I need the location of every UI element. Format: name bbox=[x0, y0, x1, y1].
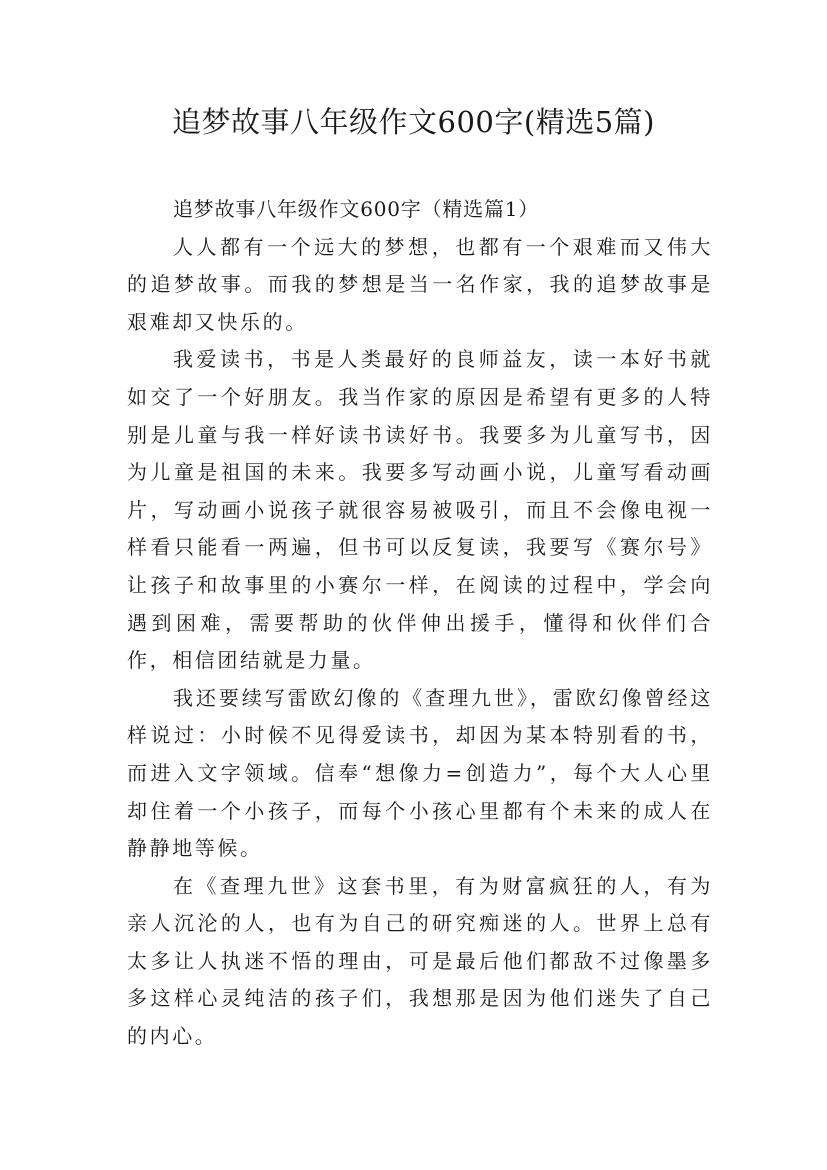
paragraph: 我还要续写雷欧幻像的《查理九世》，雷欧幻像曾经这样说过：小时候不见得爱读书，却因为某本特别看的书，而进入文字领域。信奉“想像力=创造力”，每个大人心里却住着一个小孩子，而每个小孩心里都有个未来的成人在静静地等候。 bbox=[127, 685, 713, 861]
section-heading: 追梦故事八年级作文600字（精选篇1） bbox=[173, 197, 540, 221]
document-title: 追梦故事八年级作文600字(精选5篇) bbox=[172, 105, 655, 139]
paragraph: 我爱读书，书是人类最好的良师益友，读一本好书就如交了一个好朋友。我当作家的原因是希望有更多的人特别是儿童与我一样好读书读好书。我要多为儿童写书，因为儿童是祖国的未来。我要多写动画小说，儿童写看动画片，写动画小说孩子就很容易被吸引，而且不会像电视一样看只能看一两遍，但书可以反复读，我要写《赛尔号》让孩子和故事里的小赛尔一样，在阅读的过程中，学会向遇到困难，需要帮助的伙伴伸出援手，懂得和伙伴们合作，相信团结就是力量。 bbox=[127, 347, 713, 673]
document-body bbox=[127, 191, 713, 1056]
paragraph: 在《查理九世》这套书里，有为财富疯狂的人，有为亲人沉沦的人，也有为自己的研究痴迷的人。世界上总有太多让人执迷不悟的理由，可是最后他们都敌不过像墨多多这样心灵纯洁的孩子们，我想那是因为他们迷失了自己的内心。 bbox=[127, 873, 713, 1049]
paragraph: 人人都有一个远大的梦想，也都有一个艰难而又伟大的追梦故事。而我的梦想是当一名作家，我的追梦故事是艰难却又快乐的。 bbox=[127, 234, 713, 334]
